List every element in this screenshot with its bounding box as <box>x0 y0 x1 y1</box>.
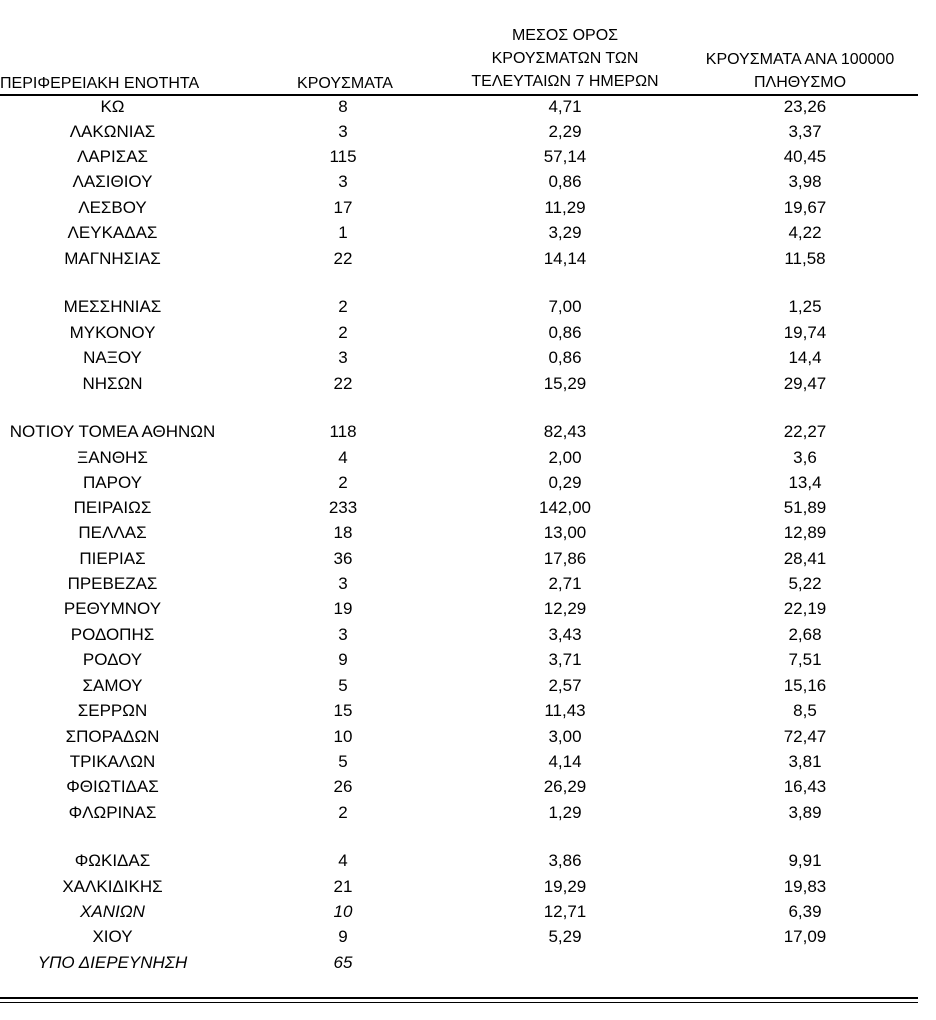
average-cell: 3,43 <box>548 625 582 644</box>
average-cell: 17,86 <box>543 549 587 568</box>
per-100k-cell: 9,91 <box>788 851 822 870</box>
cases-cell: 8 <box>338 97 348 116</box>
table-row <box>0 775 936 799</box>
per-100k-cell: 7,51 <box>788 650 822 669</box>
per-100k-cell: 19,74 <box>783 323 827 342</box>
average-cell: 82,43 <box>543 422 587 441</box>
per-100k-cell: 12,89 <box>783 523 827 542</box>
region-cell: ΡΕΘΥΜΝΟΥ <box>63 599 162 618</box>
cases-cell: 1 <box>338 223 348 242</box>
table-row <box>0 321 936 345</box>
average-cell: 12,29 <box>543 599 587 618</box>
average-cell: 11,43 <box>544 701 586 720</box>
per-100k-cell: 3,89 <box>788 803 822 822</box>
region-cell: ΧΑΛΚΙΔΙΚΗΣ <box>62 877 163 896</box>
average-cell: 4,14 <box>548 752 582 771</box>
per-100k-cell: 15,16 <box>783 676 827 695</box>
header-avg-line: ΤΕΛΕΥΤΑΙΩΝ 7 ΗΜΕΡΩΝ <box>471 73 659 90</box>
region-cell: ΝΗΣΩΝ <box>82 374 143 393</box>
cases-cell: 233 <box>328 498 358 517</box>
per-100k-cell: 3,6 <box>793 448 817 467</box>
footer-rule <box>0 997 918 999</box>
average-cell: 19,29 <box>543 877 587 896</box>
table-row <box>0 346 936 370</box>
per-100k-cell: 6,39 <box>788 902 822 921</box>
cases-cell: 9 <box>338 650 348 669</box>
per-100k-cell: 51,89 <box>783 498 827 517</box>
cases-cell: 26 <box>333 777 353 796</box>
average-cell: 142,00 <box>539 498 591 517</box>
table-row <box>0 699 936 723</box>
per-100k-cell: 5,22 <box>788 574 822 593</box>
average-cell: 2,29 <box>548 122 582 141</box>
per-100k-cell: 17,09 <box>783 927 827 946</box>
table-row <box>0 120 936 144</box>
cases-cell: 2 <box>338 473 348 492</box>
per-100k-cell: 8,5 <box>793 701 817 720</box>
region-cell: ΜΑΓΝΗΣΙΑΣ <box>64 249 161 268</box>
per-100k-cell: 16,43 <box>783 777 827 796</box>
average-cell: 2,71 <box>548 574 582 593</box>
header-per-line: ΚΡΟΥΣΜΑΤΑ ΑΝΑ 100000 <box>705 51 895 68</box>
average-cell: 3,29 <box>548 223 582 242</box>
table-row <box>0 623 936 647</box>
average-cell: 2,00 <box>548 448 582 467</box>
table-row <box>0 446 936 470</box>
cases-cell: 5 <box>338 752 348 771</box>
per-100k-cell: 22,19 <box>783 599 827 618</box>
region-cell: ΣΠΟΡΑΔΩΝ <box>65 727 160 746</box>
per-100k-cell: 3,37 <box>788 122 822 141</box>
table-row <box>0 295 936 319</box>
per-100k-cell: 3,98 <box>788 172 822 191</box>
average-cell: 12,71 <box>543 902 587 921</box>
average-cell: 13,00 <box>543 523 587 542</box>
cases-cell: 9 <box>338 927 348 946</box>
average-cell: 4,71 <box>548 97 582 116</box>
average-cell: 0,86 <box>548 172 582 191</box>
table-row <box>0 648 936 672</box>
header-avg-line: ΚΡΟΥΣΜΑΤΩΝ ΤΩΝ <box>491 50 639 67</box>
average-cell: 14,14 <box>543 249 587 268</box>
table-row <box>0 145 936 169</box>
region-cell: ΦΩΚΙΔΑΣ <box>74 851 151 870</box>
average-cell: 0,86 <box>548 348 582 367</box>
table-row <box>0 572 936 596</box>
average-cell: 3,86 <box>548 851 582 870</box>
region-cell: ΦΛΩΡΙΝΑΣ <box>68 803 157 822</box>
cases-cell: 36 <box>333 549 353 568</box>
region-cell: ΞΑΝΘΗΣ <box>77 448 148 467</box>
table-row <box>0 801 936 825</box>
cases-cell: 17 <box>333 198 353 217</box>
region-cell: ΜΕΣΣΗΝΙΑΣ <box>63 297 162 316</box>
table-row <box>0 170 936 194</box>
average-cell: 3,71 <box>548 650 582 669</box>
cases-cell: 115 <box>329 147 357 166</box>
region-cell: ΚΩ <box>100 97 125 116</box>
table-row <box>0 420 936 444</box>
region-cell: ΠΕΛΛΑΣ <box>78 523 147 542</box>
region-cell: ΡΟΔΟΥ <box>82 650 143 669</box>
per-100k-cell: 1,25 <box>788 297 822 316</box>
region-cell: ΛΕΣΒΟΥ <box>78 198 147 217</box>
region-cell: ΝΟΤΙΟΥ ΤΟΜΕΑ ΑΘΗΝΩΝ <box>9 422 216 441</box>
cases-cell: 19 <box>333 599 353 618</box>
table-row <box>0 247 936 271</box>
cases-cell: 65 <box>333 953 353 972</box>
table-row <box>0 875 936 899</box>
per-100k-cell: 13,4 <box>788 473 822 492</box>
region-cell: ΣΕΡΡΩΝ <box>77 701 148 720</box>
header-avg-line: ΜΕΣΟΣ ΟΡΟΣ <box>511 27 619 44</box>
table-row <box>0 496 936 520</box>
cases-cell: 10 <box>333 902 353 921</box>
cases-cell: 15 <box>333 701 353 720</box>
region-cell: ΧΙΟΥ <box>92 927 133 946</box>
region-cell: ΠΙΕΡΙΑΣ <box>79 549 146 568</box>
cases-cell: 2 <box>338 803 348 822</box>
per-100k-cell: 23,26 <box>783 97 827 116</box>
table-row <box>0 547 936 571</box>
average-cell: 1,29 <box>548 803 582 822</box>
per-100k-cell: 72,47 <box>783 727 827 746</box>
average-cell: 11,29 <box>544 198 586 217</box>
header-per-line: ΠΛΗΘΥΣΜΟ <box>753 74 847 91</box>
region-cell: ΛΑΡΙΣΑΣ <box>76 147 149 166</box>
cases-cell: 118 <box>329 422 357 441</box>
cases-cell: 4 <box>338 448 348 467</box>
table-row <box>0 951 936 975</box>
average-cell: 0,29 <box>548 473 582 492</box>
average-cell: 15,29 <box>543 374 587 393</box>
table-row <box>0 597 936 621</box>
cases-cell: 3 <box>338 574 348 593</box>
cases-cell: 2 <box>338 323 348 342</box>
cases-cell: 5 <box>338 676 348 695</box>
cases-cell: 3 <box>338 348 348 367</box>
per-100k-cell: 19,67 <box>783 198 827 217</box>
region-cell: ΥΠΟ ΔΙΕΡΕΥΝΗΣΗ <box>37 953 188 972</box>
table-row <box>0 849 936 873</box>
table-row <box>0 95 936 119</box>
table-row <box>0 900 936 924</box>
per-100k-cell: 2,68 <box>788 625 822 644</box>
cases-cell: 4 <box>338 851 348 870</box>
per-100k-cell: 19,83 <box>783 877 827 896</box>
cases-cell: 3 <box>338 122 348 141</box>
cases-cell: 18 <box>333 523 353 542</box>
per-100k-cell: 22,27 <box>783 422 827 441</box>
per-100k-cell: 11,58 <box>784 249 826 268</box>
table-row <box>0 725 936 749</box>
cases-cell: 3 <box>338 625 348 644</box>
average-cell: 0,86 <box>548 323 582 342</box>
per-100k-cell: 29,47 <box>783 374 827 393</box>
cases-cell: 2 <box>338 297 348 316</box>
per-100k-cell: 40,45 <box>783 147 827 166</box>
table-row <box>0 750 936 774</box>
table-row <box>0 521 936 545</box>
table-row <box>0 471 936 495</box>
region-cell: ΜΥΚΟΝΟΥ <box>69 323 156 342</box>
average-cell: 2,57 <box>548 676 582 695</box>
region-cell: ΝΑΞΟΥ <box>83 348 142 367</box>
region-cell: ΛΑΣΙΘΙΟΥ <box>72 172 153 191</box>
cases-cell: 3 <box>338 172 348 191</box>
table-row <box>0 221 936 245</box>
per-100k-cell: 4,22 <box>788 223 822 242</box>
table-row <box>0 372 936 396</box>
average-cell: 5,29 <box>548 927 582 946</box>
region-cell: ΠΕΙΡΑΙΩΣ <box>73 498 152 517</box>
average-cell: 3,00 <box>548 727 582 746</box>
region-cell: ΠΡΕΒΕΖΑΣ <box>67 574 158 593</box>
region-cell: ΣΑΜΟΥ <box>82 676 143 695</box>
region-cell: ΛΕΥΚΑΔΑΣ <box>67 223 158 242</box>
region-cell: ΡΟΔΟΠΗΣ <box>70 625 155 644</box>
cases-cell: 21 <box>333 877 353 896</box>
cases-cell: 22 <box>333 374 353 393</box>
footer-rule-thin <box>0 1002 918 1003</box>
per-100k-cell: 3,81 <box>788 752 822 771</box>
table-row <box>0 925 936 949</box>
cases-cell: 22 <box>333 249 353 268</box>
per-100k-cell: 14,4 <box>788 348 822 367</box>
region-cell: ΦΘΙΩΤΙΔΑΣ <box>66 777 159 796</box>
region-cell: ΤΡΙΚΑΛΩΝ <box>69 752 156 771</box>
region-cell: ΛΑΚΩΝΙΑΣ <box>69 122 156 141</box>
cases-cell: 10 <box>333 727 353 746</box>
average-cell: 57,14 <box>543 147 587 166</box>
table-row <box>0 674 936 698</box>
table-row <box>0 196 936 220</box>
region-cell: ΠΑΡΟΥ <box>83 473 142 492</box>
average-cell: 26,29 <box>543 777 587 796</box>
region-cell: ΧΑΝΙΩΝ <box>80 902 145 921</box>
header-region: ΠΕΡΙΦΕΡΕΙΑΚΗ ΕΝΟΤΗΤΑ <box>0 75 200 92</box>
header-cases: ΚΡΟΥΣΜΑΤΑ <box>297 75 393 92</box>
per-100k-cell: 28,41 <box>783 549 827 568</box>
average-cell: 7,00 <box>548 297 582 316</box>
